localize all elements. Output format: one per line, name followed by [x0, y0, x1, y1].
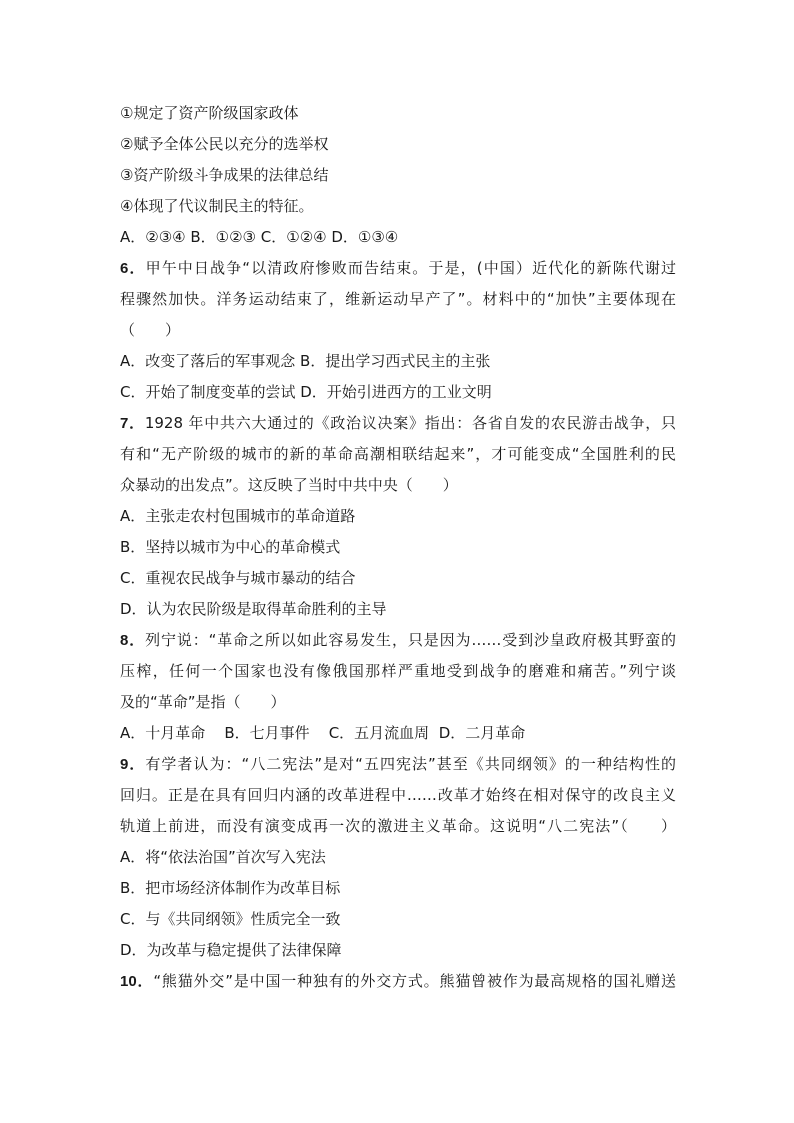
- text-line: [120, 811, 676, 842]
- line-text: A．②③④ B．①②③ C．①②④ D．①③④: [120, 228, 399, 246]
- line-text: A．主张走农村包围城市的革命道路: [120, 507, 356, 525]
- line-text: 压榨，任何一个国家也没有像俄国那样严重地受到战争的磨难和痛苦。”列宁谈: [120, 662, 676, 680]
- question-6: [120, 253, 676, 284]
- question-9: [120, 749, 676, 780]
- text-line: [120, 98, 676, 129]
- line-text: 甲午中日战争“以清政府惨败而告结束。于是，(中国）近代化的新陈代谢过: [145, 259, 676, 277]
- question-7: [120, 408, 676, 439]
- line-text: ①规定了资产阶级国家政体: [120, 104, 299, 122]
- question-number: 6．: [120, 260, 146, 277]
- line-text: ②赋予全体公民以充分的选举权: [120, 135, 329, 153]
- question-number: 7．: [120, 415, 145, 432]
- answer-options: [120, 718, 676, 749]
- text-line: [120, 315, 676, 346]
- answer-option: [120, 873, 676, 904]
- line-text: ④体现了代议制民主的特征。: [120, 197, 314, 215]
- line-text: 有学者认为：“八二宪法”是对“五四宪法”甚至《共同纲领》的一种结构性的: [145, 755, 676, 773]
- text-line: [120, 160, 676, 191]
- exam-page: [120, 98, 676, 997]
- text-line: [120, 284, 676, 315]
- line-text: D．为改革与稳定提供了法律保障: [120, 941, 342, 959]
- line-text: 有和“无产阶级的城市的新的革命高潮相联结起来”，才可能变成“全国胜利的民: [120, 445, 676, 463]
- question-number: 8．: [120, 632, 146, 649]
- line-text: A．改变了落后的军事观念 B．提出学习西式民主的主张: [120, 352, 491, 370]
- line-text: C．重视农民战争与城市暴动的结合: [120, 569, 356, 587]
- line-text: B．把市场经济体制作为改革目标: [120, 879, 341, 897]
- question-number: 9．: [120, 756, 146, 773]
- line-text: 众暴动的出发点”。这反映了当时中共中央（ ）: [120, 476, 458, 494]
- text-line: [120, 191, 676, 222]
- answer-option: [120, 904, 676, 935]
- answer-option: [120, 501, 676, 532]
- line-text: 及的“革命”是指（ ）: [120, 693, 286, 711]
- text-line: [120, 439, 676, 470]
- line-text: “熊猫外交”是中国一种独有的外交方式。熊猫曾被作为最高规格的国礼赠送: [153, 972, 676, 990]
- answer-options: [120, 346, 676, 377]
- text-line: [120, 656, 676, 687]
- text-line: [120, 780, 676, 811]
- question-10: [120, 966, 676, 997]
- text-line: [120, 129, 676, 160]
- answer-options: [120, 222, 676, 253]
- answer-options: [120, 377, 676, 408]
- line-text: 列宁说：“革命之所以如此容易发生，只是因为……受到沙皇政府极其野蛮的: [145, 631, 676, 649]
- question-number: 10．: [120, 973, 154, 990]
- line-text: C．与《共同纲领》性质完全一致: [120, 910, 341, 928]
- line-text: A．将“依法治国”首次写入宪法: [120, 848, 326, 866]
- line-text: （ ）: [120, 321, 181, 339]
- answer-option: [120, 935, 676, 966]
- line-text: B．坚持以城市为中心的革命模式: [120, 538, 341, 556]
- line-text: D．认为农民阶级是取得革命胜利的主导: [120, 600, 387, 618]
- text-line: [120, 687, 676, 718]
- line-text: 轨道上前进，而没有演变成再一次的激进主义革命。这说明“八二宪法”（ ）: [120, 817, 676, 835]
- line-text: 程骤然加快。洋务运动结束了，维新运动早产了”。材料中的“加快”主要体现在: [120, 290, 676, 308]
- line-text: ③资产阶级斗争成果的法律总结: [120, 166, 329, 184]
- line-text: 回归。正是在具有回归内涵的改革进程中……改革才始终在相对保守的改良主义: [120, 786, 676, 804]
- answer-option: [120, 842, 676, 873]
- answer-option: [120, 594, 676, 625]
- line-text: 1928 年中共六大通过的《政治议决案》指出：各省自发的农民游击战争，只: [144, 414, 676, 432]
- answer-option: [120, 532, 676, 563]
- question-8: [120, 625, 676, 656]
- line-text: A．十月革命 B．七月事件 C．五月流血周 D．二月革命: [120, 724, 526, 742]
- line-text: C．开始了制度变革的尝试 D．开始引进西方的工业文明: [120, 383, 492, 401]
- answer-option: [120, 563, 676, 594]
- text-line: [120, 470, 676, 501]
